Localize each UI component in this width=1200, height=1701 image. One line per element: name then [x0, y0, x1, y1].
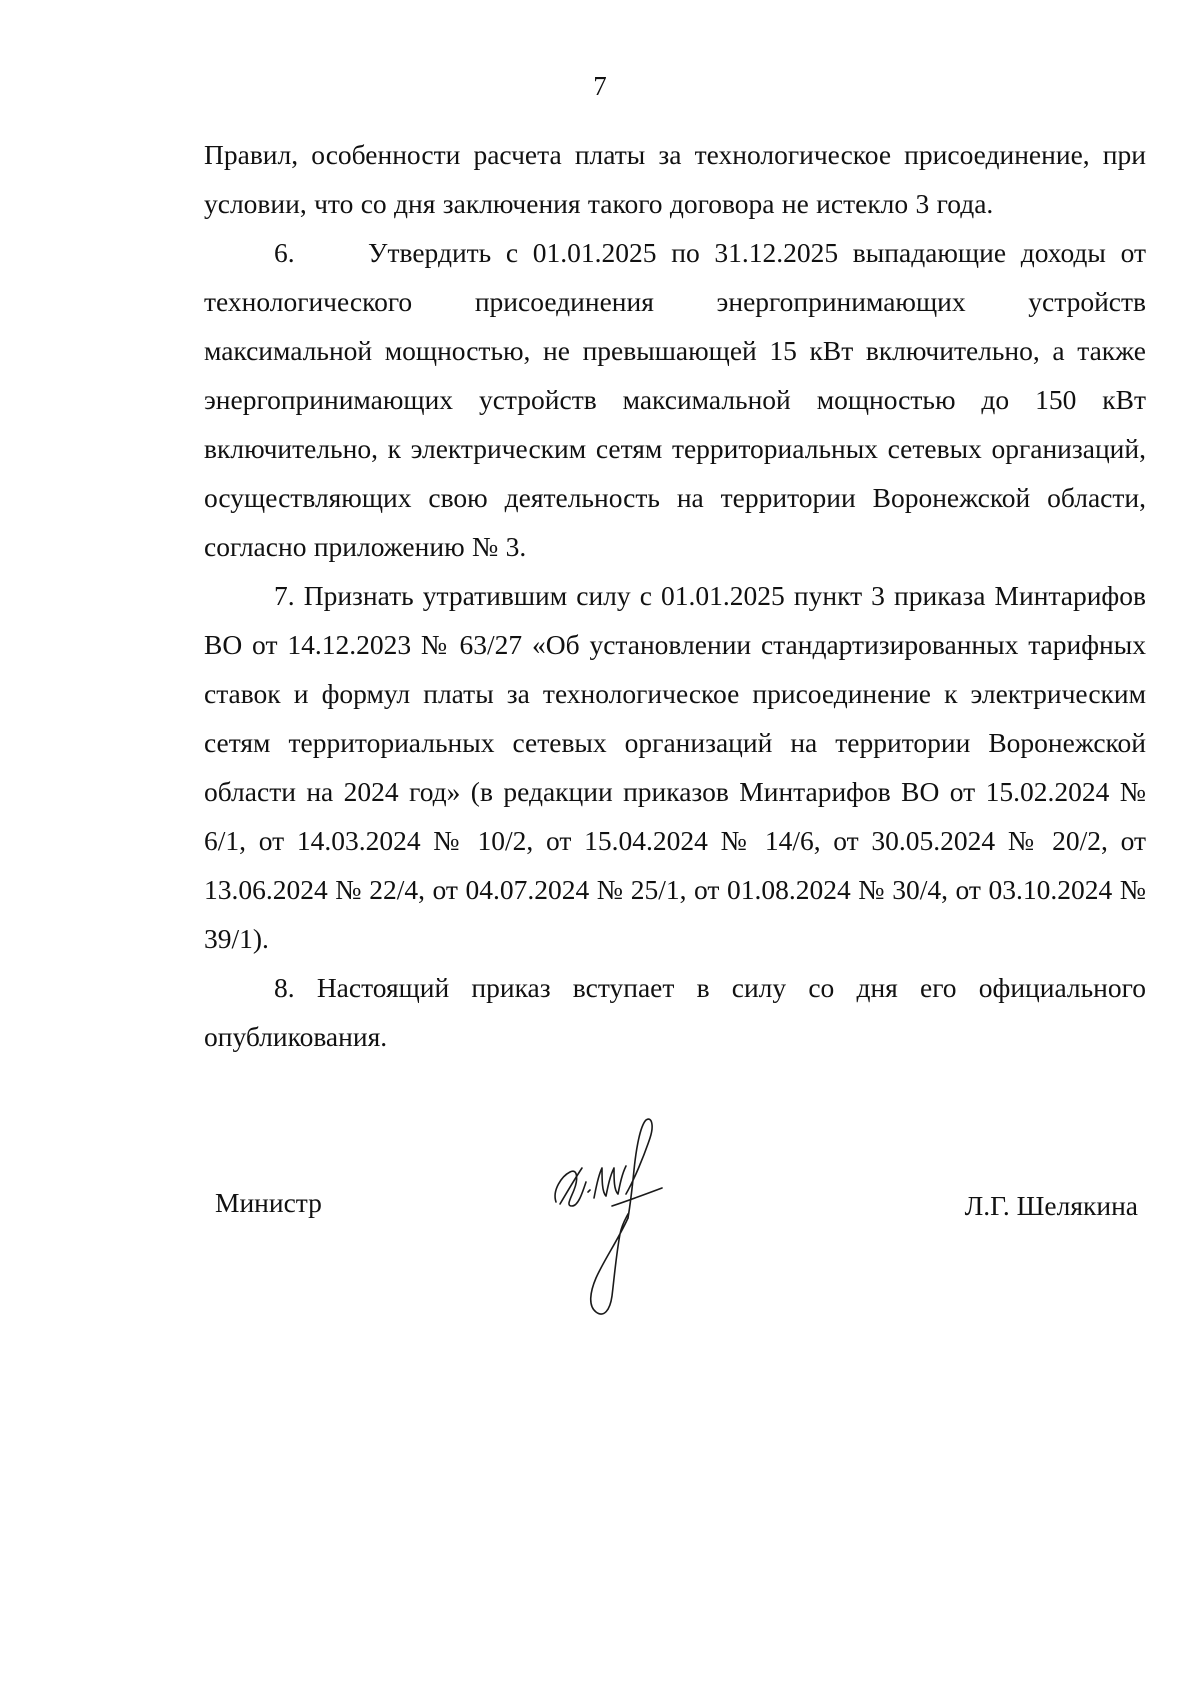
paragraph-item-7: 7. Признать утратившим силу с 01.01.2025 пункт 3 приказа Минтарифов ВО от 14.12.2023 № 63/27 «Об установлении стандартизированных тарифных ставок и формул платы за технологическое присоединение к электрическим сетям территориальных сетевых организаций на территории Воронежской области на 2024 год» (в редакции приказов Минтарифов ВО от 15.02.2024 № 6/1, от 14.03.2024 № 10/2, от 15.04.2024 № 14/6, от 30.05.2024 № 20/2, от 13.06.2024 № 22/4, от 04.07.2024 № 25/1, от 01.08.2024 № 30/4, от 03.10.2024 № 39/1).	[204, 580, 1146, 954]
signatory-name: Л.Г. Шелякина	[964, 1190, 1138, 1221]
signatory-title: Министр	[215, 1187, 322, 1218]
page-number: 7	[593, 71, 607, 101]
signature-block	[0, 1110, 1200, 1340]
paragraph-continuation: Правил, особенности расчета платы за технологическое присоединение, при условии, что со дня заключения такого договора не истекло 3 года.	[204, 139, 1146, 219]
document-body	[204, 130, 1146, 1061]
paragraph-item-6: 6. Утвердить с 01.01.2025 по 31.12.2025 выпадающие доходы от технологического присоединения энергопринимающих устройств максимальной мощностью, не превышающей 15 кВт включительно, а также энергопринимающих устройств максимальной мощностью до 150 кВт включительно, к электрическим сетям территориальных сетевых организаций, осуществляющих свою деятельность на территории Воронежской области, согласно приложению № 3.	[204, 237, 1146, 562]
handwritten-signature	[548, 1110, 688, 1330]
paragraph-item-8: 8. Настоящий приказ вступает в силу со дня его официального опубликования.	[204, 972, 1146, 1052]
